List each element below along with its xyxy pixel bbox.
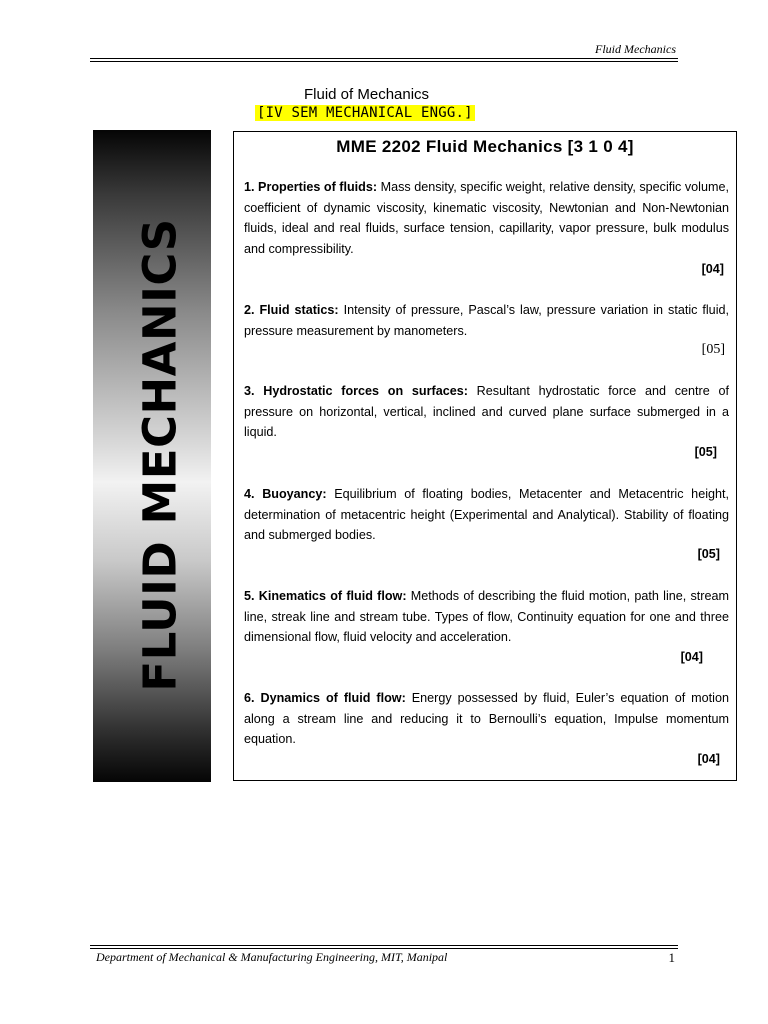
- topic-heading: 1. Properties of fluids:: [244, 180, 378, 194]
- course-title: MME 2202 Fluid Mechanics [3 1 0 4]: [336, 137, 634, 156]
- topic-text: Resultant hydrostatic force and centre of pressure on horizontal, vertical, inclined and curved plane surface submerged in a liquid.: [244, 384, 729, 439]
- header-rule: [90, 58, 678, 59]
- topic-text: Methods of describing the fluid motion, path line, stream line, streak line and stream tube. Types of flow, Continuity equation for one and three dimensional flow, fluid velocity and acceleration.: [244, 589, 729, 644]
- topic-hours: [04]: [697, 752, 720, 766]
- topic-heading: 3. Hydrostatic forces on surfaces:: [244, 384, 468, 398]
- syllabus-topic: [244, 177, 729, 259]
- topic-heading: 6. Dynamics of fluid flow:: [244, 691, 406, 705]
- syllabus-topic: [244, 688, 729, 750]
- topic-text: Intensity of pressure, Pascal’s law, pressure variation in static fluid, pressure measurement by manometers.: [244, 303, 729, 338]
- footer-department: Department of Mechanical & Manufacturing Engineering, MIT, Manipal: [96, 950, 448, 964]
- footer-rule: [90, 948, 678, 949]
- topic-hours: [04]: [680, 650, 703, 664]
- topic-heading: 2. Fluid statics:: [244, 303, 339, 317]
- syllabus-box: [233, 131, 737, 781]
- topic-hours: [05]: [697, 547, 720, 561]
- running-header: Fluid Mechanics: [595, 42, 676, 56]
- semester-label: [IV SEM MECHANICAL ENGG.]: [257, 105, 473, 121]
- side-banner-text: FLUID MECHANICS: [133, 218, 187, 692]
- syllabus-topic: [244, 484, 729, 546]
- topic-text: Equilibrium of floating bodies, Metacenter and Metacentric height, determination of metacentric height (Experimental and Analytical). Stability of floating and submerged bodies.: [244, 487, 729, 542]
- syllabus-topic: [244, 586, 729, 648]
- document-title: Fluid of Mechanics: [304, 86, 430, 103]
- topic-hours: [05]: [694, 445, 717, 459]
- topic-hours: [05]: [701, 342, 725, 357]
- footer-rule: [90, 945, 678, 946]
- topic-heading: 5. Kinematics of fluid flow:: [244, 589, 407, 603]
- topic-text: Mass density, specific weight, relative density, specific volume, coefficient of dynamic viscosity, kinematic viscosity, Newtonian and Non-Newtonian fluids, ideal and real fluids, surface tension, capillarity, vapor pressure, bulk modulus and compressibility.: [244, 180, 729, 256]
- topic-heading: 4. Buoyancy:: [244, 487, 327, 501]
- topic-text: Energy possessed by fluid, Euler’s equation of motion along a stream line and reducing it to Bernoulli’s equation, Impulse momentum equation.: [244, 691, 729, 746]
- syllabus-topic: [244, 381, 729, 443]
- page-number: 1: [668, 950, 675, 965]
- syllabus-topic: [244, 300, 729, 341]
- topic-hours: [04]: [701, 262, 724, 276]
- header-rule: [90, 61, 678, 62]
